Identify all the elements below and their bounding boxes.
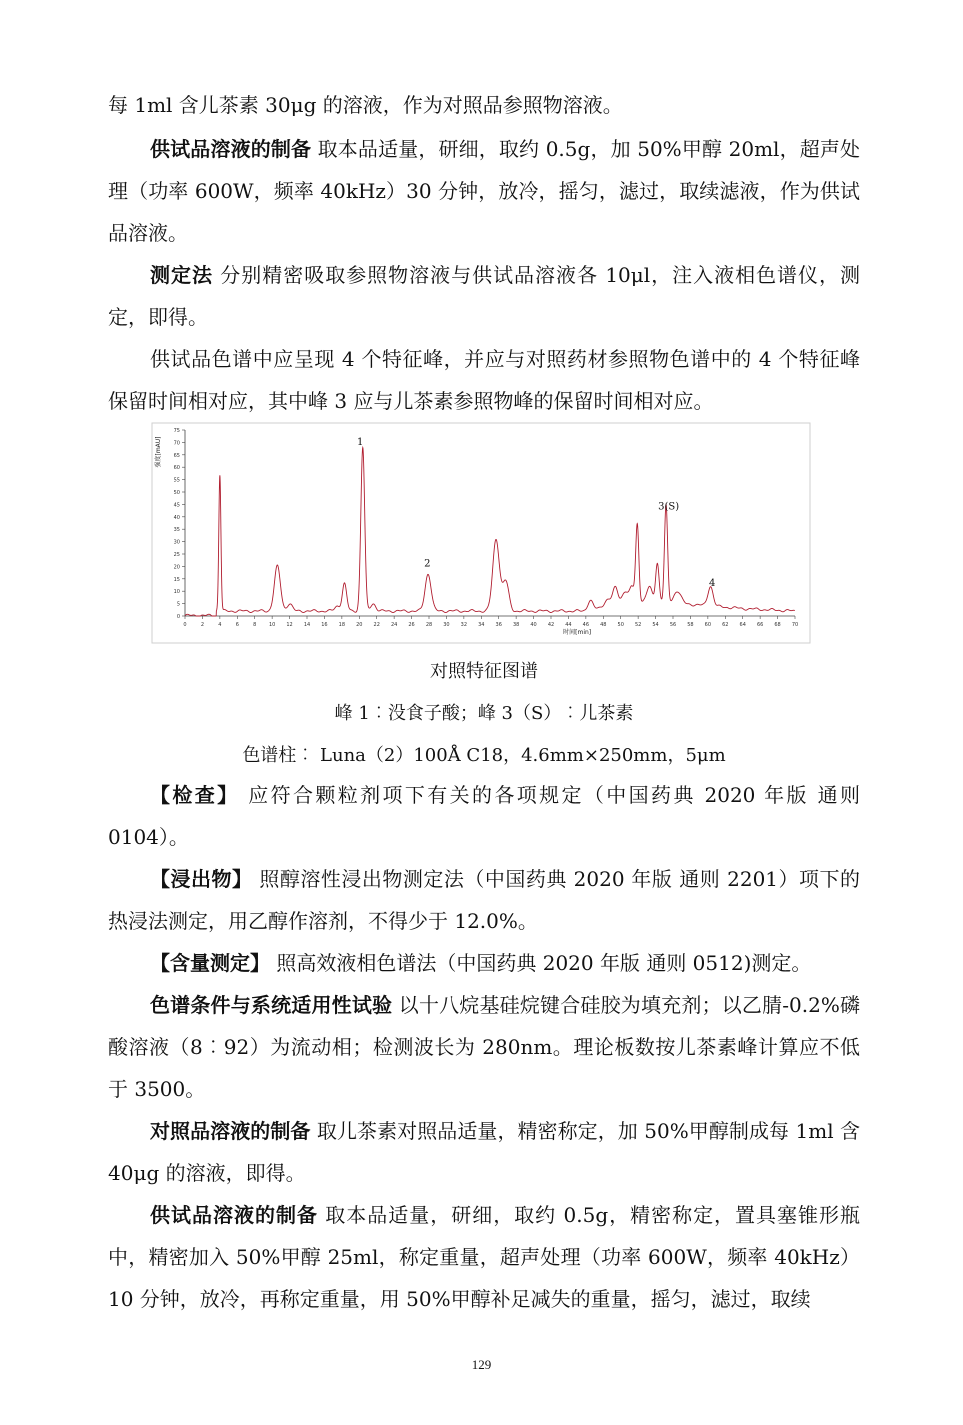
paragraph-extractives xyxy=(108,858,860,942)
peak-label: 2 xyxy=(424,558,431,570)
x-tick-label: 56 xyxy=(669,622,677,628)
paragraph-text: 照高效液相色谱法（中国药典 2020 年版 通则 0512)测定。 xyxy=(270,951,812,975)
x-tick-label: 12 xyxy=(286,622,293,628)
y-tick-label: 5 xyxy=(176,601,180,608)
paragraph-text: 分别精密吸取参照物溶液与供试品溶液各 10μl，注入液相色谱仪，测定，即得。 xyxy=(108,263,860,329)
x-tick-label: 16 xyxy=(321,622,328,628)
x-tick-label: 0 xyxy=(183,622,187,628)
paragraph-reference-solution-prep xyxy=(108,1110,860,1194)
x-tick-label: 22 xyxy=(373,622,380,628)
x-tick-label: 34 xyxy=(478,622,485,628)
figure-caption: 对照特征图谱 xyxy=(430,661,538,682)
paragraph-inspection xyxy=(108,774,860,858)
x-tick-label: 36 xyxy=(495,622,502,628)
paragraph-test-solution-prep-assay xyxy=(108,1194,860,1320)
x-tick-label: 48 xyxy=(600,622,607,628)
x-tick-label: 60 xyxy=(704,622,712,628)
paragraph-characteristic-peaks: 供试品色谱中应呈现 4 个特征峰，并应与对照药材参照物色谱中的 4 个特征峰保留时间相对应，其中峰 3 应与儿茶素参照物峰的保留时间相对应。 xyxy=(108,347,860,413)
x-tick-label: 46 xyxy=(582,622,590,628)
x-tick-label: 8 xyxy=(253,622,257,628)
x-tick-label: 18 xyxy=(338,622,346,628)
x-tick-label: 6 xyxy=(235,622,239,628)
y-tick-label: 25 xyxy=(173,552,180,558)
section-heading: 供试品溶液的制备 xyxy=(150,137,312,161)
figure-peak-legend: 峰 1︰没食子酸；峰 3（S）︰儿茶素 xyxy=(334,703,634,724)
section-heading: 对照品溶液的制备 xyxy=(150,1119,311,1143)
y-axis-label: 强度[mAU] xyxy=(155,436,162,468)
y-tick-label: 20 xyxy=(173,564,180,571)
x-tick-label: 30 xyxy=(443,622,450,628)
paragraph-text: 取儿茶素对照品适量，精密称定，加 50%甲醇制成每 1ml 含 40μg 的溶液，即得。 xyxy=(108,1119,861,1185)
section-heading: 【含量测定】 xyxy=(150,951,270,975)
x-tick-label: 70 xyxy=(791,622,799,628)
section-heading: 供试品溶液的制备 xyxy=(150,1203,318,1227)
paragraph-chromatographic-conditions xyxy=(108,984,860,1110)
paragraph-text: 取本品适量，研细，取约 0.5g，精密称定，置具塞锥形瓶中，精密加入 50%甲醇 25ml，称定重量，超声处理（功率 600W，频率 40kHz）10 分钟，放冷，再称定重量，用 50%甲醇补足减失的重量，摇匀，滤过，取续 xyxy=(108,1203,860,1311)
y-tick-label: 55 xyxy=(173,477,180,484)
y-tick-label: 45 xyxy=(173,502,180,509)
x-tick-label: 20 xyxy=(356,622,363,628)
x-tick-label: 24 xyxy=(390,622,398,628)
y-tick-label: 0 xyxy=(176,614,180,620)
paragraph-reference-solution-end: 每 1ml 含儿茶素 30μg 的溶液，作为对照品参照物溶液。 xyxy=(108,93,623,117)
section-heading: 色谱条件与系统适用性试验 xyxy=(150,993,393,1017)
chromatogram-chart xyxy=(150,422,812,644)
x-tick-label: 10 xyxy=(268,622,276,628)
x-tick-label: 26 xyxy=(408,622,415,628)
y-tick-label: 40 xyxy=(173,514,180,521)
x-tick-label: 54 xyxy=(652,622,659,628)
x-tick-label: 58 xyxy=(687,622,694,628)
x-tick-label: 2 xyxy=(200,622,205,628)
peak-label: 4 xyxy=(709,578,716,590)
x-tick-label: 14 xyxy=(303,622,311,628)
x-tick-label: 28 xyxy=(425,622,433,628)
peak-label: 1 xyxy=(356,436,364,448)
section-heading: 【浸出物】 xyxy=(150,867,253,891)
y-tick-label: 30 xyxy=(173,539,180,546)
peak-label: 3(S) xyxy=(658,501,680,513)
x-tick-label: 62 xyxy=(722,622,729,628)
x-tick-label: 68 xyxy=(774,622,781,628)
paragraph-text: 以十八烷基硅烷键合硅胶为填充剂；以乙腈-0.2%磷酸溶液（8︰92）为流动相；检测波长为 280nm。理论板数按儿茶素峰计算应不低于 3500。 xyxy=(108,993,861,1101)
figure-column-info: 色谱柱︰ Luna（2）100Å C18，4.6mm×250mm，5μm xyxy=(242,745,726,766)
chart-frame xyxy=(152,423,810,643)
y-tick-label: 15 xyxy=(173,576,180,583)
section-heading: 【检查】 xyxy=(150,783,240,807)
x-tick-label: 4 xyxy=(218,622,222,628)
paragraph-text: 照醇溶性浸出物测定法（中国药典 2020 年版 通则 2201）项下的热浸法测定，用乙醇作溶剂，不得少于 12.0%。 xyxy=(108,867,861,933)
y-tick-label: 65 xyxy=(173,452,180,459)
page-number: 129 xyxy=(471,1357,492,1372)
chromatogram-trace xyxy=(185,448,795,616)
y-tick-label: 75 xyxy=(173,428,180,434)
x-tick-label: 40 xyxy=(530,622,537,628)
y-tick-label: 70 xyxy=(173,440,180,447)
paragraph-text: 取本品适量，研细，取约 0.5g，加 50%甲醇 20ml，超声处理（功率 600W，频率 40kHz）30 分钟，放冷，摇匀，滤过，取续滤液，作为供试品溶液。 xyxy=(108,137,860,245)
x-tick-label: 50 xyxy=(617,622,624,628)
paragraph-test-solution-prep xyxy=(108,128,860,254)
x-tick-label: 44 xyxy=(565,622,572,628)
section-heading: 测定法 xyxy=(150,263,213,287)
y-tick-label: 10 xyxy=(173,589,180,596)
x-axis-label: 时间[min] xyxy=(563,629,592,636)
x-tick-label: 64 xyxy=(739,622,746,628)
x-tick-label: 52 xyxy=(634,622,642,628)
x-tick-label: 42 xyxy=(547,622,555,628)
y-tick-label: 35 xyxy=(173,527,180,534)
paragraph-text: 应符合颗粒剂项下有关的各项规定（中国药典 2020 年版 通则 0104）。 xyxy=(108,783,861,849)
x-tick-label: 38 xyxy=(512,622,520,628)
x-tick-label: 66 xyxy=(756,622,764,628)
x-tick-label: 32 xyxy=(460,622,468,628)
y-tick-label: 60 xyxy=(173,465,180,472)
paragraph-assay xyxy=(108,942,860,984)
y-tick-label: 50 xyxy=(173,490,180,496)
paragraph-determination xyxy=(108,254,860,338)
